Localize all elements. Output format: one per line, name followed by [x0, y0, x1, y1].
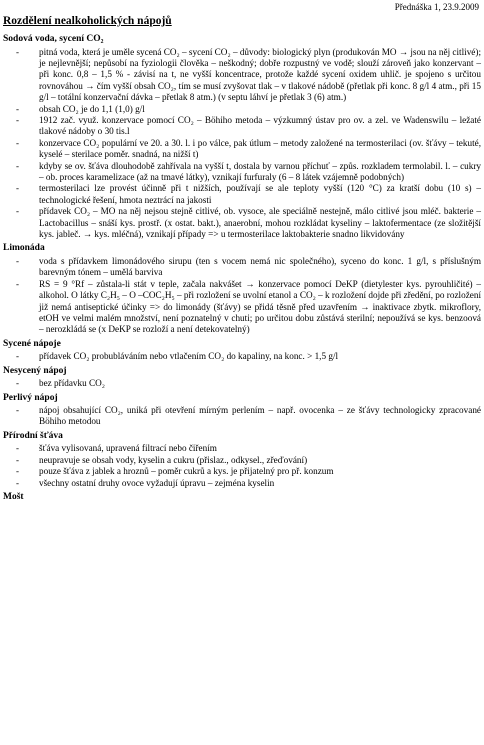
list-item-text: RS = 9 °Rf – zůstala-li stát v teple, začala nakvášet → konzervace pomocí DeKP (dietylester kys. pyrouhličité) – alkohol. O látky C₂H₅ – O –COC₂H₅ – při rozložení se uvolní etanol a CO₂ – k rozložení dojde při zředění, po rozložení již nemá antiseptické účinky => do limonády (šťávy) se přidá těsně před uzavřením → inaktivace zbytk. mikroflory, etOH ve velmi malém množství, není poznatelný v chuti; po určitou dobu zůstává sterilní; nepoužívá se kys. benzoová – nerozkládá se (x DeKP se rozloží a není detekovatelný) — [39, 278, 481, 335]
section — [3, 492, 481, 504]
list-item — [3, 256, 481, 279]
document-page — [3, 2, 481, 505]
bullet-marker: - — [16, 378, 19, 389]
sections-container — [3, 34, 481, 504]
bullet-marker: - — [16, 466, 19, 477]
section — [3, 431, 481, 489]
bullet-marker: - — [16, 114, 19, 125]
list-item-text: všechny ostatní druhy ovoce vyžadují úpravu – zejména kyselin — [39, 477, 275, 488]
list-item-text: 1912 zač. využ. konzervace pomocí CO₂ – Böhiho metoda – výzkumný ústav pro ov. a zel. ve Wadenswilu – ležaté tlakové nádoby o 30 tis.l — [39, 114, 481, 137]
list-item-text: šťáva vylisovaná, upravená filtrací nebo čiřením — [39, 443, 217, 454]
list-item — [3, 138, 481, 161]
list-item — [3, 405, 481, 428]
list-item — [3, 104, 481, 115]
list-item-text: přídavek CO₂ – MO na něj nejsou stejně citlivé, ob. vysoce, ale speciálně nestejně, málo citlivé jsou mléč. bakterie – Lactobacillus – snáší kys. prostř. (x ostat. bakt.), anaerobní, mohou rozkládat kyseliny – laktofermentace (ze složitější kys. jableč. → kys. mléčná), vznikají případy => u termosterilace laktobakterie snadno likvidovány — [39, 206, 481, 239]
list-item-text: voda s přídavkem limonádového sirupu (ten s vocem nemá nic společného), syceno do konc. 1 g/l, s příslušným barevným tónem – umělá barviva — [39, 255, 481, 278]
list-item — [3, 351, 481, 362]
bullet-marker: - — [16, 206, 19, 217]
bullet-list — [3, 351, 481, 362]
list-item — [3, 279, 481, 336]
list-item-text: pouze šťáva z jablek a hroznů – poměr cukrů a kys. je přijatelný pro př. konzum — [39, 466, 334, 477]
list-item-text: konzervace CO₂ populární ve 20. a 30. l. i po válce, pak útlum – metody založené na termosterilaci (ov. šťávy – tekuté, kyselé – sterilace poměr. snadná, na nižší t) — [39, 137, 481, 160]
bullet-marker: - — [16, 255, 19, 266]
list-item-text: pitná voda, která je uměle sycená CO₂ – sycení CO₂ – důvody: biologický plyn (produkován MO → jsou na něj citlivé); je nejlevnější; nepůsobí na fyziologii člověka – neškodný; dobře rozpustný ve vodě; slouží zároveň jako konzervant – při konc. 0,8 – 1,5 % - závisí na t, ne vyšší koncentrace, protože každé sycení oxidem uhlič. je spojeno s určitou rovnováhou → čím vyšší obsah CO₂, tím se musí zvyšovat tlak – v tlakové nádobě (přetlak při konc. 8 g/l 4 atm., při 15 g/l – totální konzervační dávka – přetlak 8 atm.) (v septu láhví je přetlak 3 (6) atm.) — [39, 46, 481, 103]
list-item — [3, 378, 481, 389]
section — [3, 339, 481, 363]
list-item-text: nápoj obsahující CO₂, uniká při otevření mírným perlením – např. ovocenka – ze šťávy technologicky zpracované Böhiho metodou — [39, 405, 481, 427]
bullet-marker: - — [16, 443, 19, 454]
list-item — [3, 161, 481, 184]
bullet-marker: - — [16, 405, 19, 416]
list-item — [3, 455, 481, 466]
section-title: Perlivý nápoj — [3, 392, 58, 403]
bullet-marker: - — [16, 454, 19, 465]
list-item-text: kdyby se ov. šťáva dlouhodobě zahřívala na vyšší t, dostala by varnou příchuť – způs. rozkladem termolabil. l. – cukry – ob. proces karamelizace (až na tmavé látky), vznikají furfuraly (6 – 8 látek vzájemně podobných) — [39, 160, 481, 182]
bullet-marker: - — [16, 351, 19, 362]
section-title: Mošt — [3, 492, 24, 502]
section — [3, 366, 481, 390]
list-item-text: termosterilaci lze provést účinně při t nižších, používají se ale teploty vyšší (120 °C) za kratší dobu (10 s) – technologické řešení, hmota neztrácí na jakosti — [39, 183, 481, 205]
list-item — [3, 478, 481, 489]
section — [3, 34, 481, 240]
bullet-list — [3, 405, 481, 428]
lecture-header: Přednáška 1, 23.9.2009 — [394, 2, 479, 12]
document-title: Rozdělení nealkoholických nápojů — [3, 15, 172, 27]
bullet-marker: - — [16, 103, 19, 114]
section-title: Přírodní šťáva — [3, 430, 63, 441]
section-title: Nesycený nápoj — [3, 365, 67, 376]
bullet-list — [3, 256, 481, 336]
bullet-marker: - — [16, 137, 19, 148]
list-item — [3, 443, 481, 454]
section-title: Sodová voda, sycení CO₂ — [3, 34, 104, 44]
section — [3, 393, 481, 428]
list-item — [3, 115, 481, 138]
bullet-list — [3, 443, 481, 489]
list-item — [3, 466, 481, 477]
bullet-marker: - — [16, 160, 19, 171]
bullet-marker: - — [16, 477, 19, 488]
bullet-list — [3, 378, 481, 389]
bullet-marker: - — [16, 278, 19, 289]
list-item-text: bez přídavku CO₂ — [39, 378, 105, 389]
list-item — [3, 206, 481, 240]
list-item — [3, 183, 481, 206]
list-item-text: přídavek CO₂ probubláváním nebo vtlačením CO₂ do kapaliny, na konc. > 1,5 g/l — [39, 351, 339, 362]
list-item-text: obsah CO₂ je do 1,1 (1,0) g/l — [39, 103, 145, 114]
bullet-marker: - — [16, 183, 19, 194]
list-item — [3, 47, 481, 104]
section-title: Limonáda — [3, 243, 45, 254]
bullet-list — [3, 47, 481, 241]
section-title: Sycené nápoje — [3, 338, 61, 349]
section — [3, 243, 481, 335]
bullet-marker: - — [16, 46, 19, 57]
list-item-text: neupravuje se obsah vody, kyselin a cukru (přislaz., odkysel., zřeďování) — [39, 454, 308, 465]
